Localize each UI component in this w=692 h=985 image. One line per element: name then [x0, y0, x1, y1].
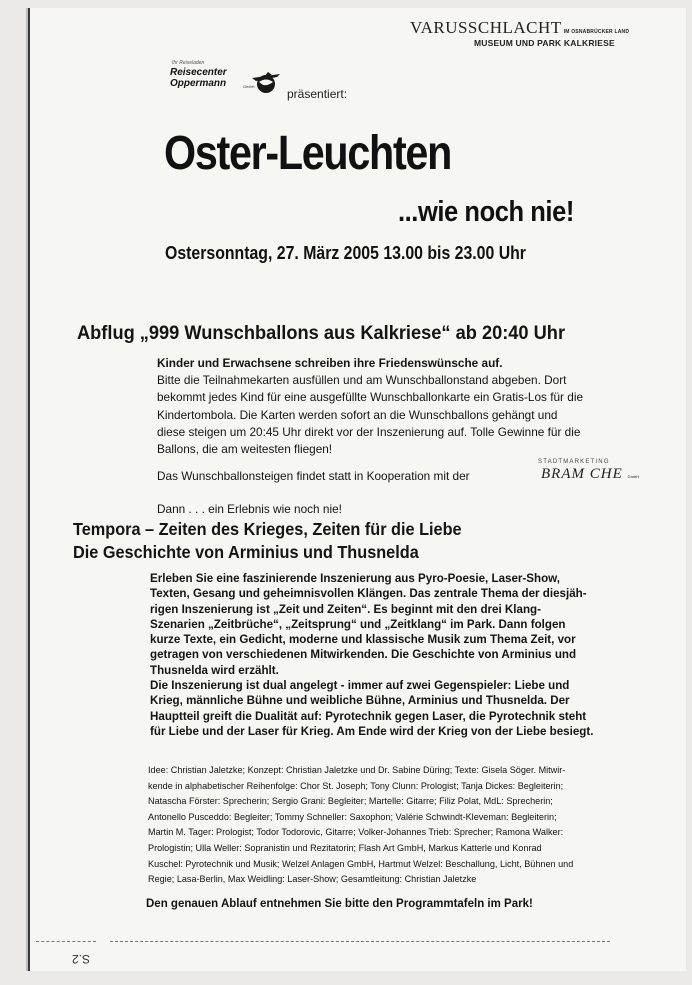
presents-label: präsentiert:	[287, 87, 348, 101]
tempora-heading: Tempora – Zeiten des Krieges, Zeiten für die Liebe	[73, 519, 462, 539]
credits-line: Martin M. Tager: Prologist; Todor Todorovic, Gitarre; Volker-Johannes Trieb: Sprecher; Ramona Walker:	[148, 827, 564, 838]
museum-logo-suffix: IM OSNABRÜCKER LAND	[563, 29, 630, 35]
page-number: S.2	[72, 952, 91, 966]
partner-logo-suffix: GmbH	[627, 474, 640, 479]
partner-logo	[541, 466, 639, 483]
fold-line-left	[36, 941, 96, 942]
credits-line: Natascha Förster: Sprecherin; Sergio Grani: Begleiter; Martelle: Gitarre; Filiz Polat, MdL: Sprecherin;	[148, 796, 553, 807]
sponsor-suffix: GmbH	[243, 84, 255, 89]
globe-plane-icon	[250, 70, 282, 96]
intro-line: Dann . . . ein Erlebnis wie noch nie!	[157, 502, 342, 516]
balloon-section-heading: Abflug „999 Wunschballons aus Kalkriese“ ab 20:40 Uhr	[77, 322, 566, 344]
tempora-text-line: Thusnelda wird erzählt.	[150, 663, 279, 677]
tempora-text-line: Krieg, männliche Bühne und weibliche Bühne, Arminius und Thusnelda. Der	[150, 694, 570, 708]
tempora-body	[150, 571, 638, 739]
tempora-text-line: Erleben Sie eine faszinierende Inszenierung aus Pyro-Poesie, Laser-Show,	[150, 572, 560, 585]
balloon-lead: Kinder und Erwachsene schreiben ihre Friedenswünsche auf.	[157, 356, 503, 370]
balloon-section-body	[157, 355, 645, 458]
fold-line	[110, 941, 610, 942]
event-date: Ostersonntag, 27. März 2005 13.00 bis 23.00 Uhr	[165, 243, 526, 263]
credits-line: Regie; Lasa-Berlin, Max Weidling: Laser-Show; Gesamtleitung: Christian Jaletzke	[148, 874, 477, 885]
closing-note: Den genauen Ablauf entnehmen Sie bitte den Programmtafeln im Park!	[146, 898, 533, 910]
balloon-text-line: Ballons, die am weitesten fliegen!	[157, 442, 333, 457]
tempora-text-line: Szenarien „Zeitbrüche“, „Zeitsprung“ und „Zeitklang“ im Park. Dann folgen	[150, 617, 566, 631]
tempora-text-line: rigen Inszenierung ist „Zeit und Zeiten“. Es beginnt mit den drei Klang-	[150, 602, 541, 616]
museum-logo-subtitle: MUSEUM UND PARK KALKRIESE	[474, 38, 615, 48]
balloon-text-line: Bitte die Teilnahmekarten ausfüllen und am Wunschballonstand abgeben. Dort	[157, 373, 567, 388]
credits-line: Idee: Christian Jaletzke; Konzept: Christian Jaletzke und Dr. Sabine Düring; Texte: Gisela Söger. Mitwir-	[148, 765, 566, 775]
credits-block	[148, 763, 638, 888]
sponsor-name-line1: Reisecenter	[170, 67, 227, 78]
tempora-text-line: Texten, Gesang und geheimnisvollen Klängen. Das zentrale Thema der diesjäh-	[150, 587, 587, 601]
cooperation-note: Das Wunschballonsteigen findet statt in Kooperation mit der	[157, 469, 470, 483]
partner-logo-name: BRAM CHE	[541, 466, 623, 482]
credits-line: Kuschel: Pyrotechnik und Musik; Welzel Anlagen GmbH, Hartmut Welzel: Beschallung, Licht, Bühnen und	[148, 858, 574, 869]
credits-line: Antonello Pusceddo: Begleiter; Tommy Schneller: Saxophon; Valérie Schwindt-Kleveman: Begleiterin;	[148, 811, 557, 822]
tempora-text-line: getragen von verschiedenen Mitwirkenden. Die Geschichte von Arminius und	[150, 648, 577, 662]
tempora-text-line: kurze Texte, ein Gedicht, moderne und klassische Musik zum Thema Zeit, vor	[150, 633, 576, 647]
tempora-text-line: Die Inszenierung ist dual angelegt - immer auf zwei Gegenspieler: Liebe und	[150, 679, 570, 693]
credits-line: Prologistin; Ulla Weller: Sopranistin und Rezitatorin; Flash Art GmbH, Markus Katterle und Konrad	[148, 842, 542, 853]
tempora-text-line: Hauptteil greift die Dualität auf: Pyrotechnik gegen Laser, die Pyrotechnik steht	[150, 709, 587, 723]
museum-logo-title: VARUSSCHLACHT IM OSNABRÜCKER LAND	[410, 18, 630, 37]
balloon-text-line: Kindertombola. Die Karten werden sofort an die Wunschballons gehängt und	[157, 407, 558, 422]
event-tagline: ...wie noch nie!	[398, 196, 574, 228]
balloon-text-line: diese steigen um 20:45 Uhr direkt vor der Inszenierung auf. Tolle Gewinne für die	[157, 424, 581, 439]
event-title: Oster-Leuchten	[164, 127, 452, 180]
sponsor-tagline: Ihr Reiseladen	[172, 60, 205, 66]
sponsor-name-line2: Oppermann	[170, 78, 227, 89]
partner-logo-top: STADTMARKETING	[538, 459, 610, 465]
balloon-text-line: bekommt jedes Kind für eine ausgefüllte Wunschballonkarte ein Gratis-Los für die	[157, 390, 584, 405]
credits-line: kende in alphabetischer Reihenfolge: Chor St. Joseph; Tony Clunn: Prologist; Tanja Dickes: Begleiterin;	[148, 780, 564, 791]
tempora-text-line: für Liebe und der Laser für Krieg. Am Ende wird der Krieg von der Liebe besiegt.	[150, 724, 594, 738]
tempora-subheading: Die Geschichte von Arminius und Thusnelda	[73, 542, 419, 562]
